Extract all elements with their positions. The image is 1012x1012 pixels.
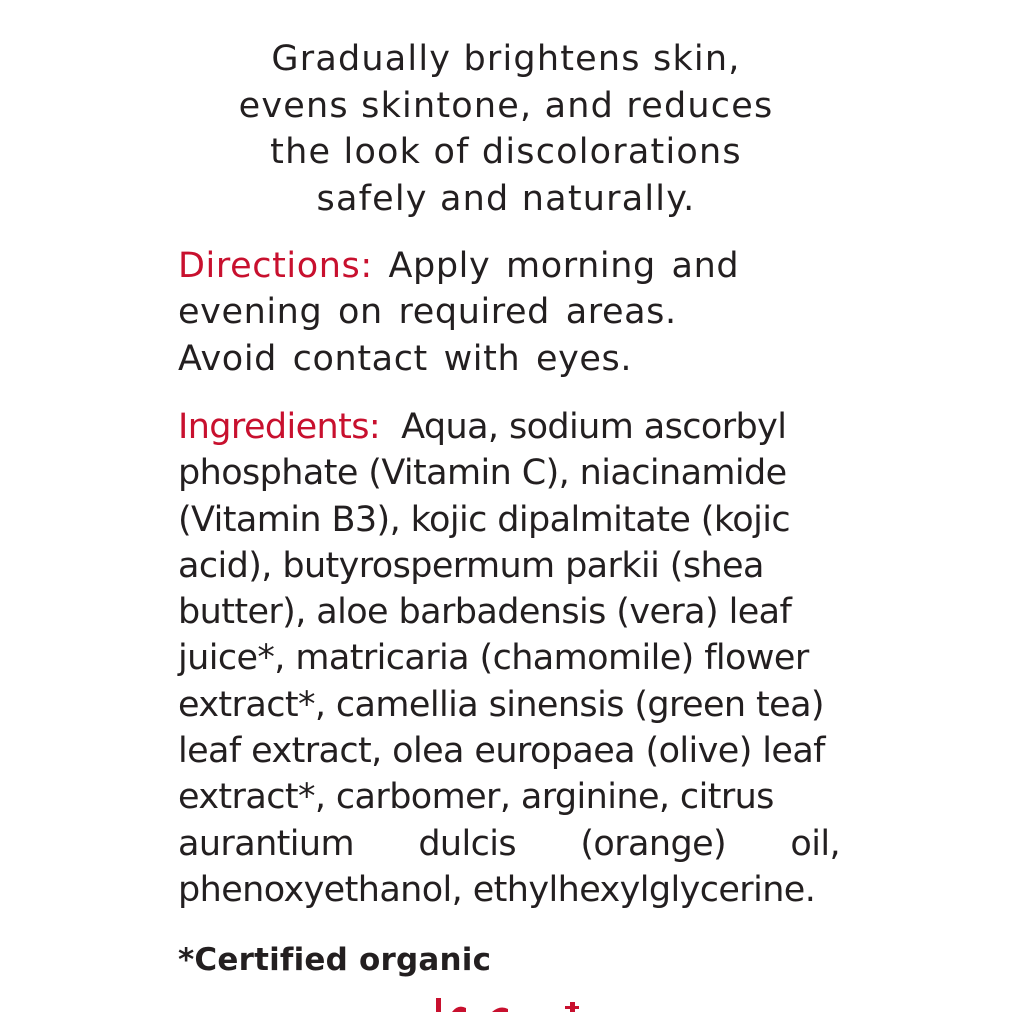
ingredients-section <box>178 404 840 913</box>
organic-footnote: *Certified organic <box>178 942 492 978</box>
ingredients-text: Aqua, sodium ascorbyl <box>401 407 787 447</box>
ingredients-line: phenoxyethanol, ethylhexylglycerine. <box>178 869 816 910</box>
directions-line: evening on required areas. <box>178 292 677 333</box>
ingredients-line <box>178 404 840 450</box>
ingredients-line: extract*, camellia sinensis (green tea) <box>178 684 824 725</box>
description-line: the look of discolorations <box>270 132 742 172</box>
directions-line <box>178 243 840 289</box>
ingredient-word: (orange) <box>580 823 727 864</box>
ingredients-line: (Vitamin B3), kojic dipalmitate (kojic <box>178 499 790 540</box>
directions-section <box>178 243 840 382</box>
ingredient-word: dulcis <box>418 823 517 864</box>
ingredients-line: extract*, carbomer, arginine, citrus <box>178 777 774 818</box>
ingredient-word: aurantium <box>178 823 354 864</box>
ingredients-line: butter), aloe barbadensis (vera) leaf <box>178 592 792 633</box>
ingredients-line: juice*, matricaria (chamomile) flower <box>178 638 809 679</box>
ingredients-line: acid), butyrospermum parkii (shea <box>178 545 764 586</box>
cropped-text-glyph-tops <box>400 998 600 1012</box>
ingredients-spread-line <box>178 821 840 867</box>
ingredients-line: leaf extract, olea europaea (olive) leaf <box>178 731 825 772</box>
description-line: Gradually brightens skin, <box>271 39 741 79</box>
directions-text: Apply morning and <box>388 246 740 286</box>
description-line: safely and naturally. <box>316 178 696 219</box>
product-description <box>0 36 1012 222</box>
description-line: evens skintone, and reduces <box>238 85 774 126</box>
ingredient-word: oil, <box>790 823 840 864</box>
cropped-text-fragment <box>400 998 600 1012</box>
directions-label: Directions: <box>178 246 373 286</box>
ingredients-line: phosphate (Vitamin C), niacinamide <box>178 453 787 494</box>
directions-line: Avoid contact with eyes. <box>178 338 633 379</box>
ingredients-label: Ingredients: <box>178 407 381 447</box>
